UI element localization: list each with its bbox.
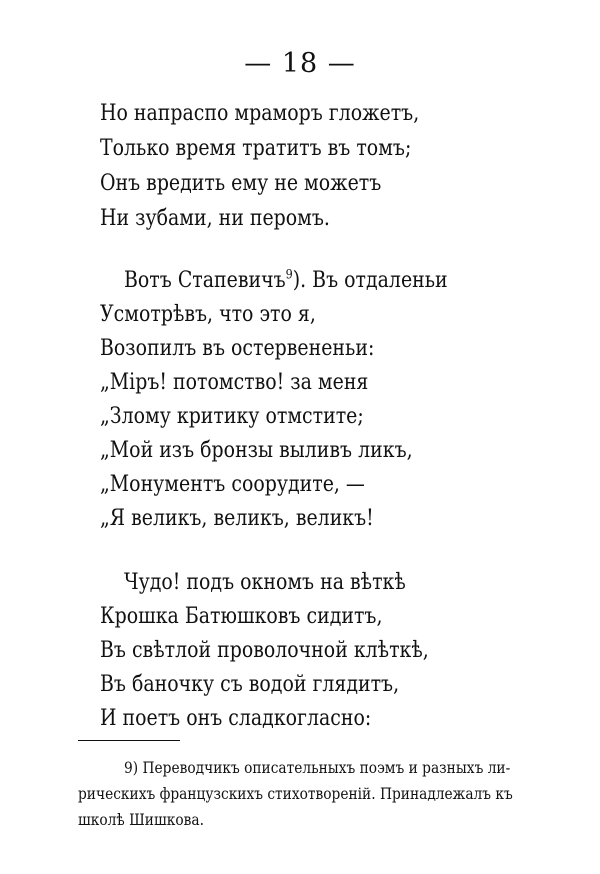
verse-line: Онъ вредить ему не можетъ — [100, 171, 382, 196]
verse-line: Въ свѣтлой проволочной клѣткѣ, — [100, 638, 429, 663]
verse-line: „Монументъ соорудите, — — [100, 472, 365, 497]
verse-line: Крошка Батюшковъ сидитъ, — [100, 604, 383, 629]
verse-line: „Злому критику отмстите; — [100, 404, 364, 429]
verse-line: Чудо! подъ окномъ на вѣткѣ — [124, 570, 406, 595]
verse-line: Только время тратитъ въ томъ; — [100, 136, 412, 161]
verse-line-end: ). Въ отдаленьи — [292, 268, 448, 293]
verse-line: Ни зубами, ни перомъ. — [100, 206, 330, 231]
verse-line: Но напраспо мраморъ гложетъ, — [100, 101, 420, 126]
verse-line — [124, 268, 448, 294]
footnote-line: 9) Переводчикъ описательныхъ поэмъ и разныхъ ли- — [124, 758, 511, 777]
verse-line: Усмотрѣвъ, что это я, — [100, 302, 316, 327]
verse-line: „Я великъ, великъ, великъ! — [100, 506, 374, 531]
verse-line: Въ баночку съ водой глядитъ, — [100, 672, 400, 697]
verse-line: И поетъ онъ сладкогласно: — [100, 706, 372, 731]
footnote-divider — [78, 740, 180, 741]
verse-line: „Мой изъ бронзы выливъ ликъ, — [100, 438, 413, 463]
page-number: — 18 — — [244, 48, 356, 79]
verse-line: Возопилъ въ остервененьи: — [100, 336, 375, 361]
verse-line: „Міръ! потомство! за меня — [100, 370, 369, 395]
footnote-line: школѣ Шишкова. — [78, 810, 204, 829]
footnote-line: рическихъ французскихъ стихотвореній. Принадлежалъ къ — [78, 784, 513, 803]
footnote-reference: 9 — [285, 267, 293, 283]
verse-line-start: Вотъ Стапевичъ — [124, 268, 286, 293]
